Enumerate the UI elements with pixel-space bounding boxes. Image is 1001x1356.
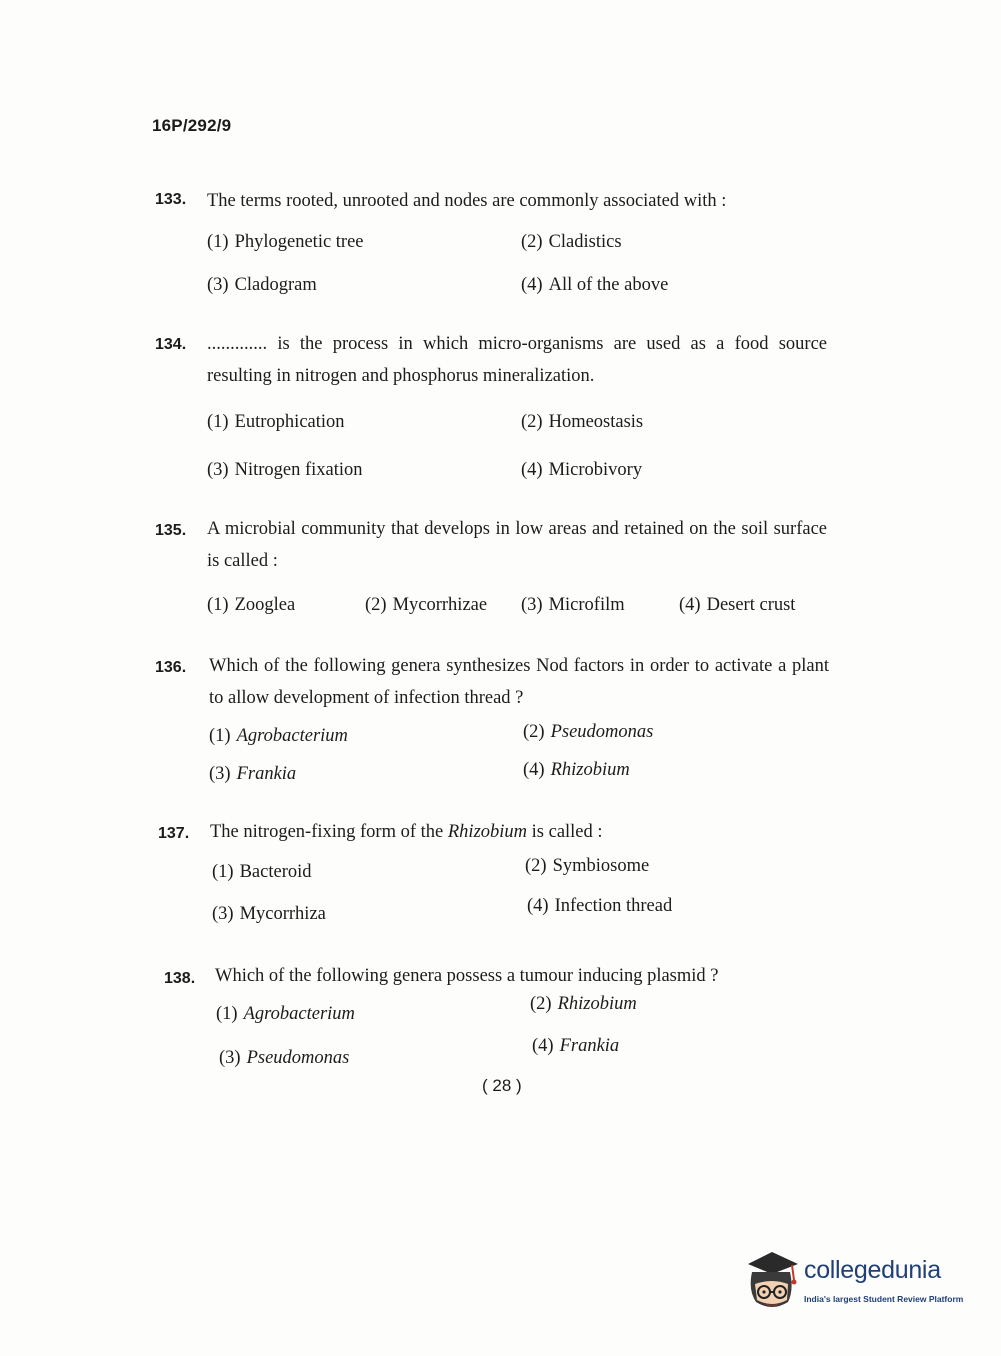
- option-text: Phylogenetic tree: [234, 232, 364, 252]
- option-text: Frankia: [236, 764, 297, 784]
- option-4: [679, 595, 795, 616]
- option-text: Cladogram: [234, 275, 317, 295]
- option-4: [527, 896, 672, 917]
- option-number: (1): [207, 595, 229, 615]
- option-number: (4): [527, 896, 549, 916]
- option-text: All of the above: [548, 275, 669, 295]
- option-number: (3): [207, 275, 229, 295]
- option-text: Frankia: [559, 1036, 620, 1056]
- option-number: (1): [207, 232, 229, 252]
- option-text: Cladistics: [548, 232, 622, 252]
- option-2: [521, 412, 643, 433]
- option-2: [525, 856, 649, 877]
- question-text: ............. is the process in which micro-organisms are used as a food source resulting in nitrogen and phosphorus mineralization.: [207, 334, 827, 386]
- option-number: (1): [209, 726, 231, 746]
- option-text: Microbivory: [548, 460, 643, 480]
- option-text: Microfilm: [548, 595, 625, 615]
- option-1: [212, 862, 312, 883]
- option-2: [365, 595, 487, 616]
- option-1: [207, 232, 364, 253]
- option-4: [521, 275, 668, 296]
- option-3: [209, 764, 296, 785]
- option-text: Mycorrhiza: [239, 904, 326, 924]
- question-text: [210, 816, 830, 848]
- option-4: [523, 760, 630, 781]
- question-number: 133.: [155, 191, 187, 208]
- option-text: Pseudomonas: [550, 722, 654, 742]
- option-number: (3): [212, 904, 234, 924]
- question-number: 136.: [155, 659, 187, 676]
- option-2: [530, 994, 637, 1015]
- option-4: [521, 460, 642, 481]
- option-1: [209, 726, 348, 747]
- option-number: (2): [525, 856, 547, 876]
- option-text: Desert crust: [706, 595, 796, 615]
- option-number: (3): [521, 595, 543, 615]
- page-number: ( 28 ): [482, 1076, 522, 1095]
- option-number: (4): [521, 460, 543, 480]
- option-1: [207, 595, 295, 616]
- option-number: (3): [219, 1048, 241, 1068]
- question-text: Which of the following genera synthesizes Nod factors in order to activate a plant to allow development of infection thread ?: [209, 656, 829, 708]
- option-3: [212, 904, 326, 925]
- option-number: (1): [212, 862, 234, 882]
- question-text: A microbial community that develops in low areas and retained on the soil surface is called :: [207, 519, 827, 571]
- option-number: (2): [530, 994, 552, 1014]
- question-number: 134.: [155, 336, 187, 353]
- option-2: [523, 722, 653, 743]
- option-number: (1): [207, 412, 229, 432]
- option-3: [219, 1048, 349, 1069]
- option-text: Eutrophication: [234, 412, 345, 432]
- option-3: [521, 595, 625, 616]
- option-number: (2): [365, 595, 387, 615]
- option-text: Symbiosome: [552, 856, 650, 876]
- option-number: (4): [532, 1036, 554, 1056]
- option-1: [207, 412, 345, 433]
- question-text: Which of the following genera possess a tumour inducing plasmid ?: [215, 966, 719, 986]
- question-text-italic: Rhizobium: [447, 822, 528, 842]
- option-1: [216, 1004, 355, 1025]
- option-3: [207, 460, 363, 481]
- paper-code: 16P/292/9: [152, 116, 232, 135]
- question-number: 137.: [158, 825, 190, 842]
- option-4: [532, 1036, 619, 1057]
- option-text: Agrobacterium: [236, 726, 348, 746]
- option-number: (2): [523, 722, 545, 742]
- mascot-icon: [742, 1250, 802, 1314]
- option-text: Nitrogen fixation: [234, 460, 363, 480]
- option-text: Mycorrhizae: [392, 595, 488, 615]
- option-number: (4): [523, 760, 545, 780]
- option-number: (2): [521, 412, 543, 432]
- option-text: Infection thread: [554, 896, 673, 916]
- option-text: Rhizobium: [550, 760, 630, 780]
- option-number: (4): [679, 595, 701, 615]
- option-3: [207, 275, 317, 296]
- brand-name: collegedunia: [804, 1256, 941, 1284]
- option-text: Bacteroid: [239, 862, 312, 882]
- option-number: (2): [521, 232, 543, 252]
- question-text-end: is called :: [527, 822, 603, 842]
- option-number: (3): [207, 460, 229, 480]
- question-number: 135.: [155, 522, 187, 539]
- option-number: (4): [521, 275, 543, 295]
- option-text: Agrobacterium: [243, 1004, 355, 1024]
- option-2: [521, 232, 622, 253]
- option-number: (3): [209, 764, 231, 784]
- question-text-start: The nitrogen-fixing form of the: [210, 822, 448, 842]
- question-text: The terms rooted, unrooted and nodes are commonly associated with :: [207, 191, 727, 211]
- brand-tagline: India's largest Student Review Platform: [804, 1294, 964, 1304]
- question-number: 138.: [164, 970, 196, 987]
- collegedunia-watermark: [742, 1250, 972, 1316]
- option-text: Pseudomonas: [246, 1048, 350, 1068]
- option-text: Homeostasis: [548, 412, 644, 432]
- option-text: Rhizobium: [557, 994, 637, 1014]
- option-number: (1): [216, 1004, 238, 1024]
- option-text: Zooglea: [234, 595, 296, 615]
